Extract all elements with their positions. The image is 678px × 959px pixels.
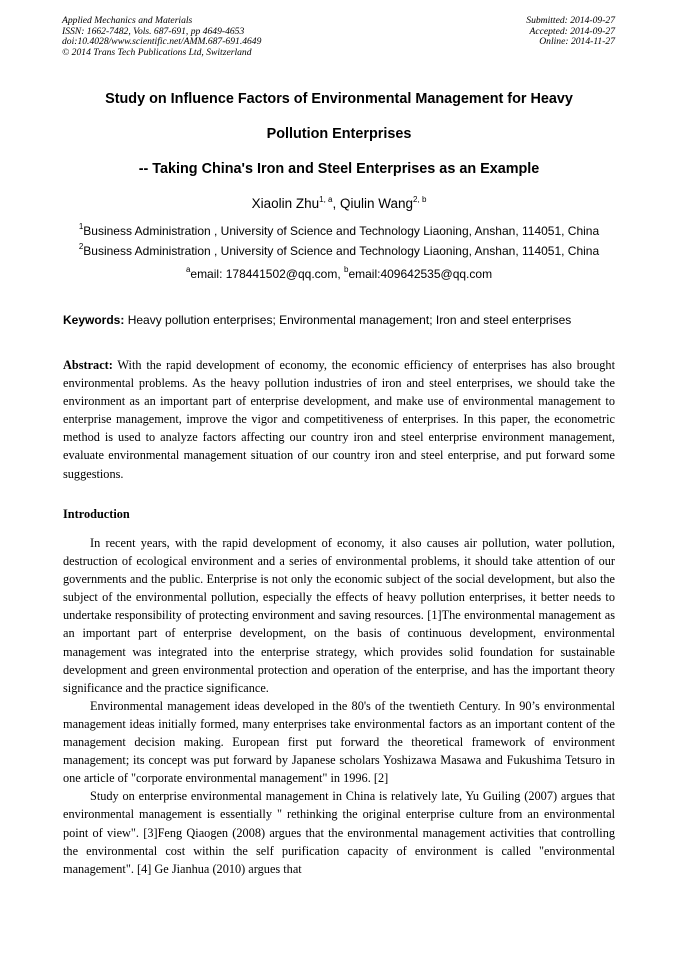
abstract-text: With the rapid development of economy, the economic efficiency of enterprises has also brought environmental problems. As the heavy pollution industries of iron and steel enterprises, we should take the environment as an important part of enterprise development, and make use of environmental management to enterprise management, improve the vigor and competitiveness of enterprises. In this paper, the econometric method is used to analyze factors affecting our country iron and steel enterprise environment management, evaluate environmental management situation of our country iron and steel enterprise, and put forward some suggestions.: [63, 358, 615, 481]
journal-name: Applied Mechanics and Materials: [62, 15, 193, 26]
abstract: [63, 356, 615, 483]
email-text: email: 178441502@qq.com,: [190, 267, 344, 281]
keywords-label: Keywords:: [63, 313, 125, 327]
abstract-label: Abstract:: [63, 358, 113, 372]
email-marker: b: [344, 265, 349, 274]
section-heading: Introduction: [63, 507, 130, 521]
paragraph: In recent years, with the rapid development of economy, it also causes air pollution, water pollution, destruction of ecological environment and a series of environmental problems, it should take attention of our governments and the public. Enterprise is not only the economic subject of the social development, but also the subject of the environmental pollution, especially the effects of heavy pollution enterprises, it better needs to undertake responsibility of protecting environment and saving resources. [1]The environmental management as an important part of enterprise development, on the basis of continuous development, environmental management was integrated into the enterprise strategy, which provides solid foundation for sustainable development and green environmental protection and operation of the enterprise, and has the important theory significance and the practice significance.: [63, 536, 615, 695]
affiliation-text: Business Administration , University of Science and Technology Liaoning, Anshan, 114051, China: [83, 244, 600, 258]
submitted-date: Submitted: 2014-09-27: [526, 15, 615, 26]
journal-copyright: © 2014 Trans Tech Publications Ltd, Switzerland: [62, 46, 252, 58]
author-affiliation-marker: 1, a: [319, 195, 333, 204]
affiliation-text: Business Administration , University of Science and Technology Liaoning, Anshan, 114051, China: [83, 224, 600, 238]
affiliation-marker: 1: [78, 222, 84, 231]
author-separator: ,: [332, 196, 341, 211]
keywords: [63, 313, 615, 327]
journal-doi: doi:10.4028/www.scientific.net/AMM.687-691.4649: [62, 36, 262, 48]
email-text: email:409642535@qq.com: [348, 267, 493, 281]
journal-issn: ISSN: 1662-7482, Vols. 687-691, pp 4649-4653: [62, 25, 245, 37]
email-marker: a: [185, 265, 191, 274]
paper-subtitle: -- Taking China's Iron and Steel Enterprises as an Example: [138, 161, 540, 177]
accepted-date: Accepted: 2014-09-27: [529, 25, 615, 37]
author-line: [40, 196, 638, 211]
introduction-body: [63, 534, 615, 878]
journal-info: [62, 16, 261, 58]
affiliation-1: [40, 224, 638, 238]
author-name: Xiaolin Zhu: [251, 196, 320, 211]
email-line: [40, 267, 638, 281]
affiliation-marker: 2: [78, 242, 84, 251]
publication-dates: [526, 16, 615, 48]
keywords-text: Heavy pollution enterprises; Environmental management; Iron and steel enterprises: [124, 313, 572, 327]
paper-title-line-2: Pollution Enterprises: [266, 126, 412, 142]
author-affiliation-marker: 2, b: [413, 195, 427, 204]
paragraph: Environmental management ideas developed in the 80's of the twentieth Century. In 90’s environmental management ideas initially formed, many enterprises take environmental factors as an important content of the management decision making. European first put forward the theoretical framework of environment management; its concept was put forward by Japanese scholars Yoshizawa Masawa and Fukushima Tetsuro in one article of "corporate environmental management" in 1996. [2]: [63, 698, 615, 786]
affiliation-2: [40, 244, 638, 258]
online-date: Online: 2014-11-27: [539, 36, 615, 48]
paper-title-line-1: Study on Influence Factors of Environmental Management for Heavy: [105, 91, 573, 107]
author-name: Qiulin Wang: [340, 196, 414, 211]
paragraph: Study on enterprise environmental management in China is relatively late, Yu Guiling (2007) argues that environmental management is essentially " rethinking the original enterprise culture from an environmental point of view". [3]Feng Qiaogen (2008) argues that the environmental management activities that controlling the environmental cost within the self purification capacity of environment is called "environmental management". [4] Ge Jianhua (2010) argues that: [63, 789, 615, 876]
